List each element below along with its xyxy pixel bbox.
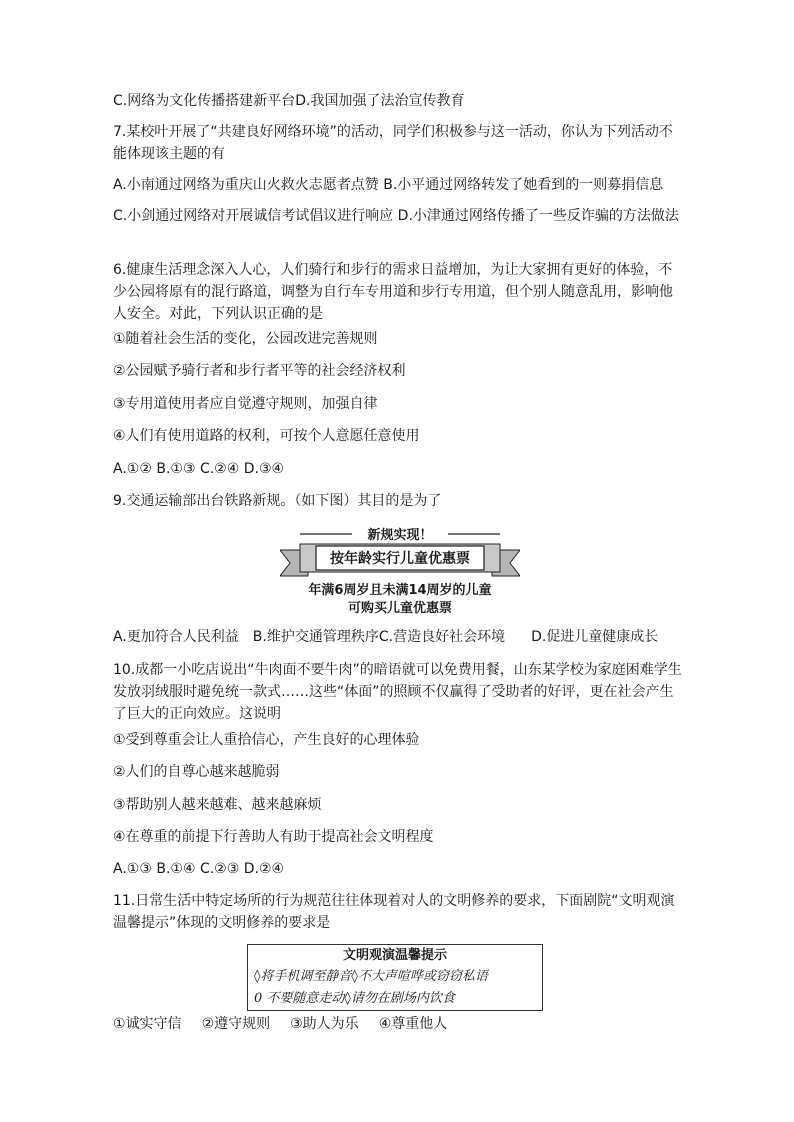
notice-line-1: ◊将手机调至静音◊不大声喧哗或窃窃私语 [254, 969, 488, 984]
q6-stem: 6.健康生活理念深入人心，人们骑行和步行的需求日益增加，为让大家拥有更好的体验，不少公园将原有的混行路道，调整为自行车专用道和步行专用道，但个别人随意乱用，影响他人安全。对此，下列认识正确的是 [113, 262, 673, 322]
q6-statement-2: ②公园赋予骑行者和步行者平等的社会经济权利 [113, 363, 406, 379]
q9-option-d: D.促进儿童健康成长 [531, 629, 659, 645]
banner-ribbon-text: 按年龄实行儿童优惠票 [330, 551, 470, 567]
q10-statement-4: ④在尊重的前提下行善助人有助于提高社会文明程度 [113, 829, 434, 845]
q10-statement-2: ②人们的自尊心越来越脆弱 [113, 764, 280, 780]
banner-subtext-2: 可购买儿童优惠票 [347, 601, 452, 616]
q7-stem: 7.某校叶开展了“共建良好网络环境”的活动，同学们积极参与这一活动，你认为下列活动不能体现该主题的有 [113, 124, 673, 162]
q9-stem: 9.交通运输部出台铁路新规。（如下图）其目的是为了 [113, 493, 442, 509]
q10-statement-3: ③帮助别人越来越难、越来越麻烦 [113, 797, 322, 813]
notice-line-2: 0 不要随意走动◊请勿在剧场内饮食 [254, 991, 455, 1006]
q7-options-ab: A.小南通过网络为重庆山火救火志愿者点赞 B.小平通过网络转发了她看到的一则募捐信息 [113, 177, 664, 193]
q6-statement-1: ①随着社会生活的变化，公园改进完善规则 [113, 331, 378, 347]
q6-statement-3: ③专用道使用者应自觉遵守规则，加强自律 [113, 396, 378, 412]
q11-option-3: ③助人为乐 [290, 1016, 359, 1032]
banner-subtext-1: 年满6周岁且未满14周岁的儿童 [308, 583, 492, 598]
q11-option-4: ④尊重他人 [378, 1016, 448, 1032]
notice-title: 文明观演温馨提示 [342, 948, 447, 963]
q9-options [113, 626, 683, 648]
q6-options: A.①② B.①③ C.②④ D.③④ [113, 461, 285, 477]
q6-statement-4: ④人们有使用道路的权利，可按个人意愿任意使用 [113, 428, 420, 444]
q9-option-a: A.更加符合人民利益 [113, 629, 239, 645]
q11-options [113, 1013, 683, 1035]
q9-option-c: C.营造良好社会环境 [378, 629, 506, 645]
q11-option-1: ①诚实守信 [113, 1016, 182, 1032]
q10-statement-1: ①受到尊重会让人重拾信心，产生良好的心理体验 [113, 732, 420, 748]
q9-option-b: B.维护交通管理秩序 [252, 629, 379, 645]
q11-option-2: ②遵守规则 [201, 1016, 271, 1032]
q10-stem: 10.成都一小吃店说出“牛肉面不要牛肉”的暗语就可以免费用餐，山东某学校为家庭困难学生发放羽绒服时避免统一款式……这些“体面”的照顾不仅赢得了受助者的好评，更在社会产生了巨大的正向效应。这说明 [113, 662, 682, 722]
theater-etiquette-notice [247, 944, 543, 1011]
q-prev-options-cd: C.网络为文化传播搭建新平台D.我国加强了法治宣传教育 [113, 93, 465, 109]
new-rule-banner-figure [280, 520, 520, 620]
banner-headline: 新规实现！ [367, 528, 433, 543]
q11-stem: 11.日常生活中特定场所的行为规范往往体现着对人的文明修养的要求，下面剧院“文明观演温馨提示”体现的文明修养的要求是 [113, 893, 675, 931]
q7-options-cd: C.小剑通过网络对开展诚信考试倡议进行响应 D.小津通过网络传播了一些反诈骗的方法做法 [113, 208, 679, 224]
q10-options: A.①③ B.①④ C.②③ D.②④ [113, 861, 285, 877]
